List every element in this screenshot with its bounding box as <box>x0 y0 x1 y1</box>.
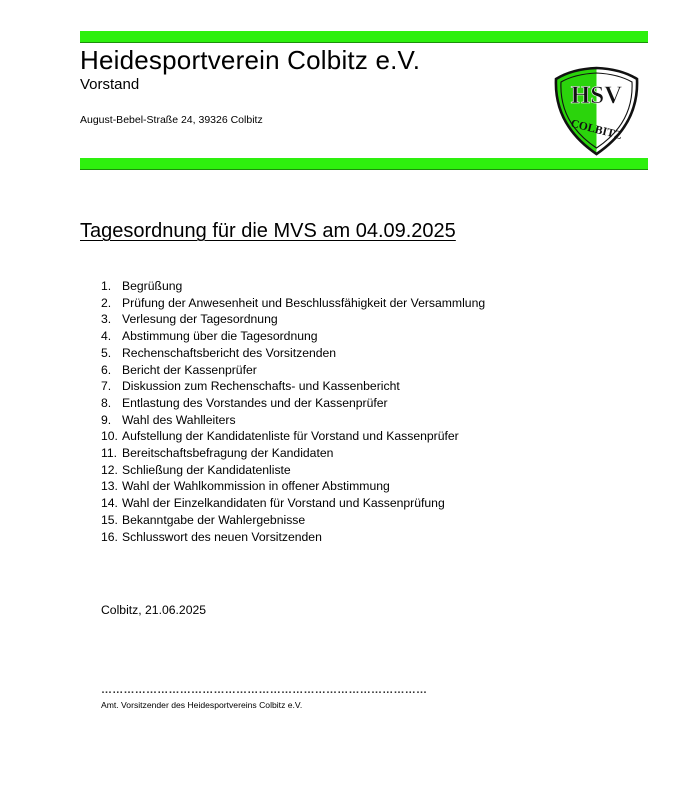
agenda-item <box>101 278 485 295</box>
agenda-item-number: 15. <box>101 512 118 527</box>
agenda-item <box>101 529 485 546</box>
organization-subtitle: Vorstand <box>80 76 140 93</box>
header-bottom-bar <box>80 158 648 170</box>
agenda-item <box>101 328 485 345</box>
agenda-item-text: Entlastung des Vorstandes und der Kassenprüfer <box>122 395 388 410</box>
document-title: Tagesordnung für die MVS am 04.09.2025 <box>80 220 456 242</box>
agenda-item-text: Wahl der Wahlkommission in offener Abstimmung <box>122 479 390 494</box>
agenda-item-number: 2. <box>101 295 112 310</box>
agenda-item <box>101 462 485 479</box>
agenda-item-number: 13. <box>101 479 118 494</box>
agenda-item-number: 12. <box>101 462 118 477</box>
agenda-item-text: Schlusswort des neuen Vorsitzenden <box>122 529 322 544</box>
agenda-item <box>101 445 485 462</box>
agenda-item-text: Begrüßung <box>122 279 183 293</box>
agenda-item-text: Schließung der Kandidatenliste <box>122 462 291 477</box>
organization-address: August-Bebel-Straße 24, 39326 Colbitz <box>80 114 263 126</box>
organization-name: Heidesportverein Colbitz e.V. <box>80 45 421 75</box>
signature-caption: Amt. Vorsitzender des Heidesportvereins Colbitz e.V. <box>101 700 303 710</box>
agenda-item-text: Wahl der Einzelkandidaten für Vorstand und Kassenprüfung <box>122 496 445 511</box>
agenda-item-number: 11. <box>101 446 118 461</box>
agenda-item-number: 8. <box>101 395 112 410</box>
agenda-item-text: Rechenschaftsbericht des Vorsitzenden <box>122 345 337 360</box>
agenda-item-number: 9. <box>101 412 112 427</box>
agenda-item-text: Diskussion zum Rechenschafts- und Kassenbericht <box>122 379 400 394</box>
agenda-item-text: Wahl des Wahlleiters <box>122 412 236 427</box>
signature-line: …………………………………………………………………………… <box>101 684 428 696</box>
agenda-item <box>101 495 485 512</box>
agenda-item <box>101 311 485 328</box>
agenda-item-number: 6. <box>101 362 112 377</box>
agenda-item <box>101 378 485 395</box>
logo-bottom-text: COLBITZ <box>569 117 624 143</box>
agenda-item-number: 16. <box>101 529 118 544</box>
agenda-item-number: 1. <box>101 279 112 293</box>
agenda-item-text: Bekanntgabe der Wahlergebnisse <box>122 512 306 527</box>
agenda-item <box>101 345 485 362</box>
agenda-item <box>101 428 485 445</box>
agenda-item-number: 14. <box>101 496 118 511</box>
agenda-item <box>101 478 485 495</box>
club-crest-icon <box>550 63 643 156</box>
agenda-item-text: Verlesung der Tagesordnung <box>122 312 278 327</box>
agenda-item <box>101 412 485 429</box>
agenda-item <box>101 512 485 529</box>
agenda-item-number: 3. <box>101 312 112 327</box>
agenda-item-text: Aufstellung der Kandidatenliste für Vorstand und Kassenprüfer <box>122 429 459 444</box>
agenda-item-text: Bericht der Kassenprüfer <box>122 362 257 377</box>
agenda-item-number: 7. <box>101 379 112 394</box>
agenda-item-text: Abstimmung über die Tagesordnung <box>122 329 318 344</box>
agenda-item-text: Prüfung der Anwesenheit und Beschlussfähigkeit der Versammlung <box>122 295 486 310</box>
place-date: Colbitz, 21.06.2025 <box>101 603 207 617</box>
agenda-item <box>101 295 485 312</box>
agenda-item-text: Bereitschaftsbefragung der Kandidaten <box>122 446 334 461</box>
agenda-item-number: 4. <box>101 329 112 344</box>
logo-top-text: HSV <box>570 82 623 109</box>
agenda-item <box>101 362 485 379</box>
agenda-item-number: 10. <box>101 429 118 444</box>
agenda-item <box>101 395 485 412</box>
agenda-list <box>101 278 485 545</box>
header-top-bar <box>80 31 648 43</box>
agenda-item-number: 5. <box>101 345 112 360</box>
